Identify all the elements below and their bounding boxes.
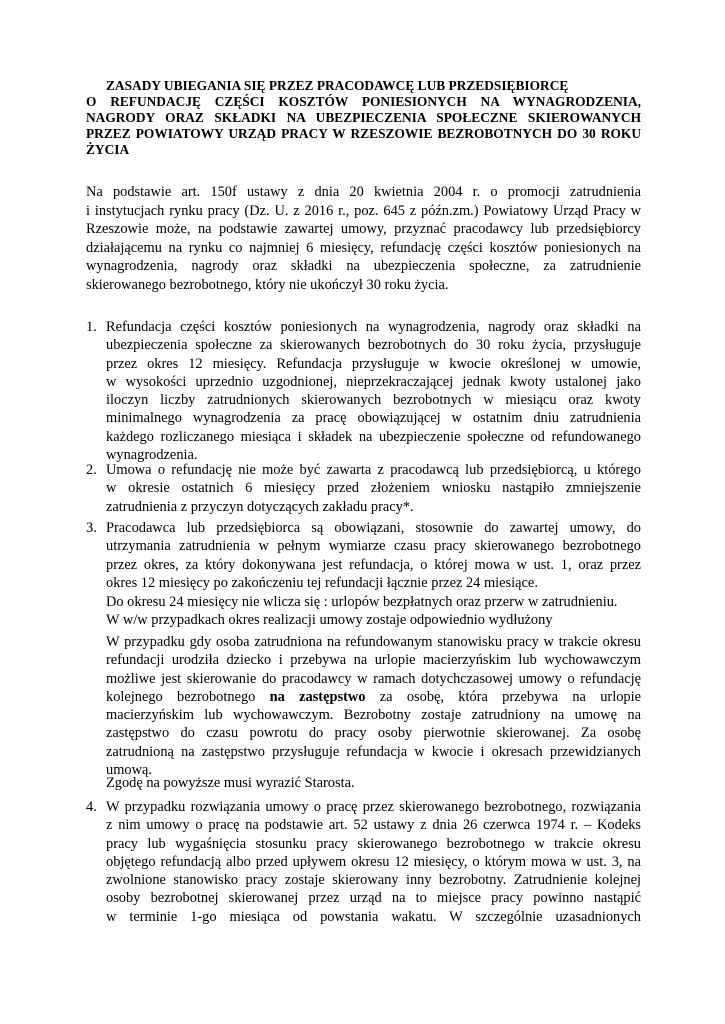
intro-line: wynagrodzenia, nagrody oraz składki na ubezpieczenia społeczne, za zatrudnienie: [86, 258, 641, 275]
intro-line: i instytucjach rynku pracy (Dz. U. z 2016 r., poz. 645 z późn.zm.) Powiatowy Urząd Pracy w: [86, 202, 641, 219]
title-line: ZASADY UBIEGANIA SIĘ PRZEZ PRACODAWCĘ LUB PRZEDSIĘBIORCĘ: [106, 78, 569, 93]
item3-consent: [106, 774, 641, 792]
item-line: W przypadku rozwiązania umowy o pracę przez skierowanego bezrobotnego, rozwiązania: [106, 799, 641, 815]
title-line: PRZEZ POWIATOWY URZĄD PRACY W RZESZOWIE BEZROBOTNYCH DO 30 ROKU: [86, 126, 641, 141]
item-line: wynagrodzenia.: [106, 447, 198, 464]
emphasis-text: na zastępstwo: [269, 688, 366, 705]
item-line: objętego refundacją albo przed upływem okresu 12 miesięcy, o którym mowa w ust. 3, na: [106, 853, 641, 870]
item-line: Umowa o refundację nie może być zawarta z pracodawcą lub przedsiębiorcą, u którego: [106, 462, 641, 478]
item-line: pracy lub wygaśnięcia stosunku pracy skierowanego bezrobotnego w trakcie okresu: [106, 835, 641, 852]
para-line: refundacji urodziła dziecko i przebywa na urlopie macierzyńskim lub wychowawczym: [106, 652, 641, 669]
item3-note: [106, 593, 641, 630]
item-line: z nim umowy o pracę na podstawie art. 52 ustawy z dnia 26 czerwca 1974 r. – Kodeks: [106, 817, 641, 834]
item-line: przez okres, za który dokonywana jest refundacja, o której mowa w ust. 1, oraz przez: [106, 556, 641, 573]
intro-line: działającemu na rynku co najmniej 6 miesięcy, refundację części kosztów poniesionych na: [86, 239, 641, 256]
intro-line: skierowanego bezrobotnego, który nie ukończył 30 roku życia.: [86, 276, 449, 293]
item-text: [106, 318, 641, 464]
item-line: Pracodawca lub przedsiębiorca są obowiązani, stosownie do zawartej umowy, do: [106, 520, 641, 536]
item-line: utrzymania zatrudnienia w pełnym wymiarze czasu pracy skierowanego bezrobotnego: [106, 538, 641, 555]
item-number: 2.: [86, 462, 97, 478]
item-line: okres 12 miesięcy po zakończeniu tej refundacji łącznie przez 24 miesiące.: [106, 574, 538, 591]
title-line: ŻYCIA: [86, 142, 130, 157]
para-line: [106, 688, 641, 706]
item-line: w terminie 1-go miesiąca od powstania wakatu. W szczególnie uzasadnionych: [106, 908, 641, 925]
item-text: [106, 798, 641, 926]
consent-line: Zgodę na powyższe musi wyrazić Starosta.: [106, 775, 355, 791]
item-line: przez okres 12 miesięcy. Refundacja przysługuje w kwocie określonej w umowie,: [106, 355, 641, 372]
title-line: NAGRODY ORAZ SKŁADKI NA UBEZPIECZENIA SPOŁECZNE SKIEROWANYCH: [86, 110, 641, 125]
intro-paragraph: [86, 183, 641, 295]
item-text: [106, 519, 641, 592]
item-line: Refundacja części kosztów poniesionych na wynagrodzenia, nagrody oraz składki na: [106, 319, 641, 335]
title-line: O REFUNDACJĘ CZĘŚCI KOSZTÓW PONIESIONYCH NA WYNAGRODZENIA,: [86, 94, 641, 109]
document-title: [86, 78, 641, 158]
para-line: umową.: [106, 762, 152, 779]
para-line: zastępstwo do czasu powrotu do pracy osoby pierwotnie skierowanej. Za osobę: [106, 725, 641, 742]
item-line: zatrudnienia z przyczyn dotyczących zakładu pracy*.: [106, 498, 414, 515]
item-number: 1.: [86, 319, 97, 335]
intro-line: Rzeszowie może, na podstawie zawartej umowy, przyznać pracodawcy lub przedsiębiorcy: [86, 221, 641, 238]
item-line: każdego rozliczanego miesiąca i składek na ubezpieczenie społeczne od refundowanego: [106, 428, 641, 445]
item-line: minimalnego wynagrodzenia za pracę obowiązującej w ostatnim dniu zatrudnienia: [106, 410, 641, 427]
item-line: osoby bezrobotnej skierowanej przez urząd na to miejsce pracy powinno nastąpić: [106, 890, 641, 907]
item-line: w wysokości uprzednio uzgodnionej, nieprzekraczającej jednak kwoty ustalonej jako: [106, 373, 641, 390]
para-line: W przypadku gdy osoba zatrudniona na refundowanym stanowisku pracy w trakcie okresu: [106, 634, 641, 650]
item-line: zwolnione stanowisko pracy zostaje skierowany inny bezrobotny. Zatrudnienie kolejnej: [106, 872, 641, 889]
para-line: możliwe jest skierowanie do pracodawcy w ramach dotychczasowej umowy o refundację: [106, 670, 641, 687]
item-number: 3.: [86, 520, 97, 536]
para-line: zatrudnioną na zastępstwo przysługuje refundacja w kwocie i okresach przewidzianych: [106, 743, 641, 760]
note-line: W w/w przypadkach okres realizacji umowy zostaje odpowiednio wydłużony: [106, 612, 553, 629]
para-line: macierzyńskim lub wychowawczym. Bezrobotny zostaje zatrudniony na umowę na: [106, 707, 641, 724]
intro-line: Na podstawie art. 150f ustawy z dnia 20 kwietnia 2004 r. o promocji zatrudnienia: [86, 184, 641, 200]
note-line: Do okresu 24 miesięcy nie wlicza się : urlopów bezpłatnych oraz przerw w zatrudnieniu.: [106, 594, 618, 610]
item-text: [106, 461, 641, 516]
para-text: za osobę, która przebywa na urlopie: [365, 688, 641, 705]
item-line: iloczyn liczby zatrudnionych skierowanych bezrobotnych w miesiącu oraz kwoty: [106, 392, 641, 409]
item-line: ubezpieczenia społeczne za skierowanych bezrobotnych do 30 roku życia, przysługuje: [106, 337, 641, 354]
item-line: w okresie ostatnich 6 miesięcy przed złożeniem wniosku nastąpiło zmniejszenie: [106, 480, 641, 497]
item3-replacement-paragraph: [106, 633, 641, 779]
item-number: 4.: [86, 799, 97, 815]
para-text: kolejnego bezrobotnego: [106, 688, 270, 705]
